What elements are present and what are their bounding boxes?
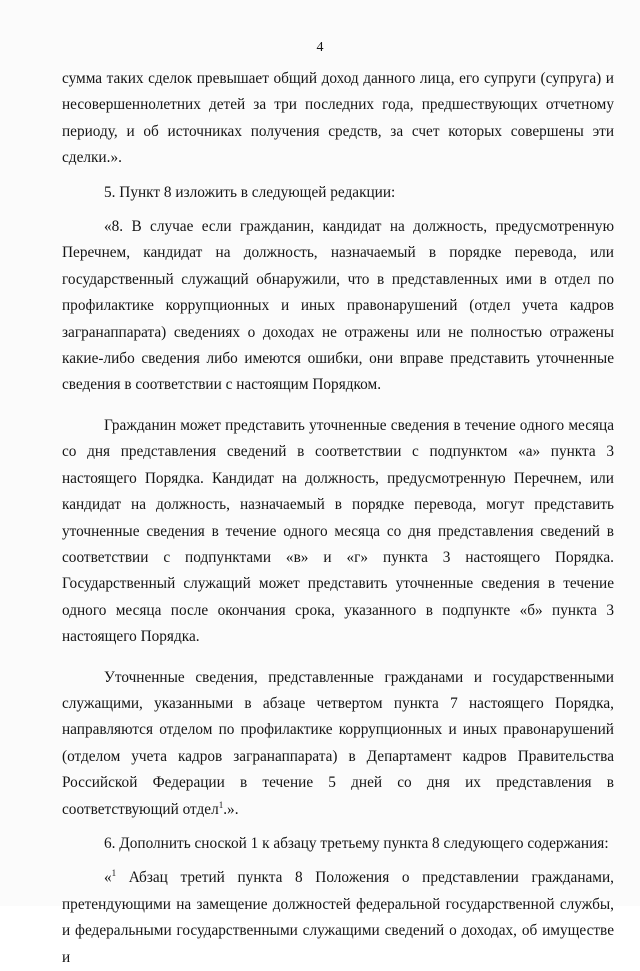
paragraph-continuation: сумма таких сделок превышает общий доход данного лица, его супруги (супруга) и несовершеннолетних детей за три последних года, предшествующих отчетному периоду, и об источниках получения средств, за счет которых совершены эти сделки.». — [62, 70, 614, 167]
paragraph-item-6: 6. Дополнить сноской 1 к абзацу третьему пункта 8 следующего содержания: — [104, 834, 609, 852]
paragraph-clarification-terms: Гражданин может представить уточненные сведения в течение одного месяца со дня представления сведений в соответствии с подпунктом «а» пункта 3 настоящего Порядка. Кандидат на должность, предусмотренную Перечнем, или кандидат на должность, назначаемый в порядке перевода, могут представить уточненные сведения в течение одного месяца со дня представления сведений в соответствии с подпунктами «в» и «г» пункта 3 настоящего Порядка. Государственный служащий может представить уточненные сведения в течение одного месяца после окончания срока, указанного в подпункте «б» пункта 3 настоящего Порядка. — [62, 416, 614, 646]
footnote-open-quote: « — [104, 869, 112, 887]
footnote-reference: 1 — [218, 799, 224, 810]
paragraph-item-5: 5. Пункт 8 изложить в следующей редакции: — [104, 183, 396, 201]
paragraph-clarified-info-tail: .». — [223, 800, 239, 818]
paragraph-footnote-text — [62, 865, 614, 971]
footnote-body: Абзац третий пункта 8 Положения о представлении гражданами, претендующими на замещение должностей федеральной государственной службы, и федеральными государственными служащими сведений о доходах, об имуществе и — [62, 869, 614, 966]
footnote-marker: 1 — [111, 868, 117, 879]
paragraph-item-8-text: «8. В случае если гражданин, кандидат на должность, предусмотренную Перечнем, кандидат на должность, назначаемый в порядке перевода, или государственный служащий обнаружили, что в представленных ими в отдел по профилактике коррупционных и иных правонарушений (отдел учета кадров загранаппарата) сведениях о доходах не отражены или не полностью отражены какие-либо сведения либо имеются ошибки, они вправе представить уточненные сведения в соответствии с настоящим Порядком. — [62, 218, 614, 394]
paragraph-clarified-info-text: Уточненные сведения, представленные гражданами и государственными служащими, указанными в абзаце четвертом пункта 7 настоящего Порядка, направляются отделом по профилактике коррупционных и иных правонарушений (отделом учета кадров загранаппарата) в Департамент кадров Правительства Российской Федерации в течение 5 дней со дня их представления в соответствующий отдел — [62, 668, 614, 818]
page-number: 4 — [316, 40, 324, 55]
document-body — [62, 66, 614, 971]
paragraph-clarified-info — [62, 665, 614, 823]
